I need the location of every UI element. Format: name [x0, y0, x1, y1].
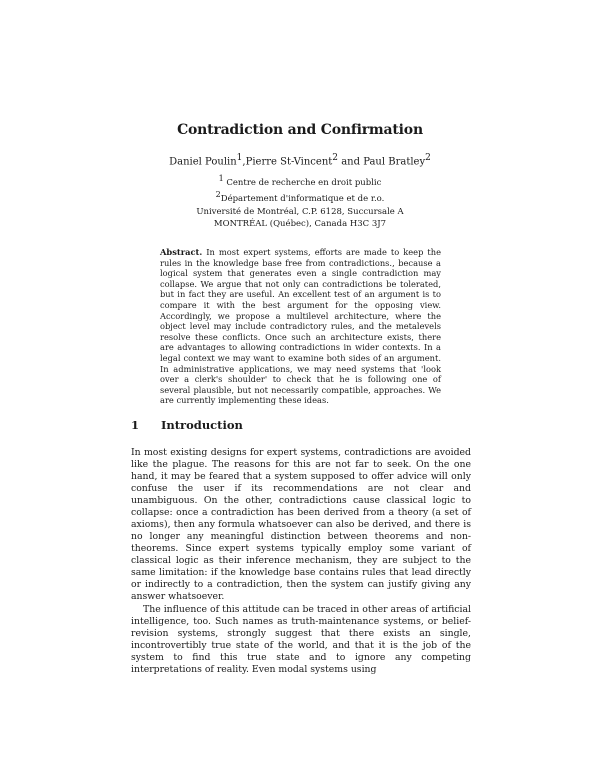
section-body: [131, 447, 471, 676]
paper-title: Contradiction and Confirmation: [177, 122, 423, 138]
affiliation-marker: 2: [215, 190, 221, 199]
address-line-2: MONTRÉAL (Québec), Canada H3C 3J7: [213, 219, 387, 229]
affiliation-marker: 1: [218, 174, 224, 183]
affiliation-text: Centre de recherche en droit public: [226, 177, 382, 188]
abstract: [160, 247, 441, 406]
address-line-1: Université de Montréal, C.P. 6128, Succursale A: [196, 207, 404, 217]
affiliation-2: [0, 190, 600, 204]
paragraph: In most existing designs for expert systems, contradictions are avoided like the plague. The reasons for this are not far to seek. On the one hand, it may be feared that a system supposed to offer advice will only confuse the user if its recommendations are not clear and unambiguous. On the other, contradictions cause classical logic to collapse: once a contradiction has been derived from a theory (a set of axioms), then any formula whatsoever can also be derived, and there is no longer any meaningful distinction between theorems and non-theorems. Since expert systems typically employ some variant of classical logic as their inference mechanism, they are subject to the same limitation: if the knowledge base contains rules that lead directly or indirectly to a contradiction, then the system can justify giving any answer whatsoever.: [131, 447, 471, 602]
affiliation-1: [0, 174, 600, 188]
paragraph: The influence of this attitude can be traced in other areas of artificial intelligence, too. Such names as truth-maintenance systems, or belief-revision systems, strongly suggest that there exists an single, incontrovertibly true state of the world, and that it is the job of the system to find this true state and to ignore any competing interpretations of reality. Even modal systems using: [131, 604, 471, 675]
affiliation-marker: 2: [425, 153, 431, 163]
section-number: 1: [131, 418, 140, 432]
author-name: Daniel Poulin: [169, 156, 237, 168]
section-heading: [131, 418, 243, 432]
affiliation-marker: 2: [332, 153, 339, 163]
author-separator: ,: [242, 156, 246, 168]
author-line: [0, 153, 600, 167]
affiliation-text: Département d'informatique et de r.o.: [220, 193, 385, 204]
author-conjunction: and: [338, 156, 364, 168]
author-name: Paul Bratley: [363, 156, 426, 168]
affiliation-marker: 1: [236, 153, 243, 163]
abstract-text: In most expert systems, efforts are made to keep the rules in the knowledge base free from contradictions., because a logical system that generates even a single contradiction may collapse. We argue that not only can contradictions be tolerated, but in fact they are useful. An excellent test of an argument is to compare it with the best argument for the opposing view. Accordingly, we propose a multilevel architecture, where the object level may include contradictory rules, and the metalevels resolve these conflicts. Once such an architecture exists, there are advantages to allowing contradictions in wider contexts. In a legal context we may want to examine both sides of an argument. In administrative applications, we may need systems that 'look over a clerk's shoulder' to check that he is following one of several plausible, but not necessarily compatible, approaches. We are currently implementing these ideas.: [160, 247, 441, 406]
section-title: Introduction: [161, 418, 243, 432]
author-name: Pierre St-Vincent: [245, 156, 333, 168]
abstract-label: Abstract.: [160, 247, 203, 257]
